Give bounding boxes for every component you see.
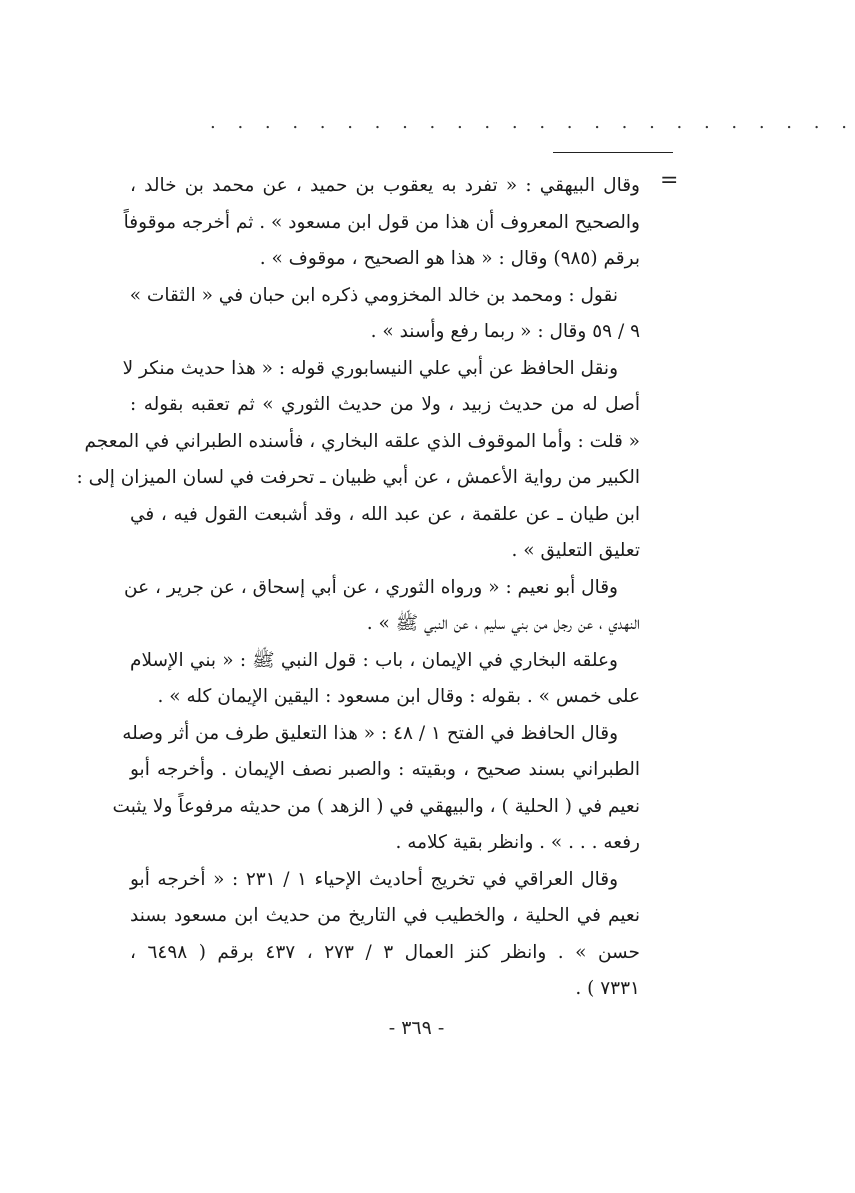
text-line: نعيم في ( الحلية ) ، والبيهقي في ( الزهد ) من حديثه مرفوعاً ولا يثبت xyxy=(112,795,640,817)
text-line: وعلقه البخاري في الإيمان ، باب : قول النبي ﷺ : « بني الإسلام xyxy=(130,649,618,671)
text-line: برقم (٩٨٥) وقال : « هذا هو الصحيح ، موقوف » . xyxy=(259,248,640,269)
text-line: على خمس » . بقوله : وقال ابن مسعود : اليقين الإيمان كله » . xyxy=(157,686,640,707)
text-line: وقال أبو نعيم : « ورواه الثوري ، عن أبي إسحاق ، عن جرير ، عن xyxy=(124,576,618,598)
text-line: تعليق التعليق » . xyxy=(511,540,640,561)
text-line: رفعه . . . » . وانظر بقية كلامه . xyxy=(395,832,640,853)
text-line: ٧٣٣١ ) . xyxy=(575,978,640,999)
text-line: ٩ / ٥٩ وقال : « ربما رفع وأسند » . xyxy=(370,321,640,342)
text-line: حسن » . وانظر كنز العمال ٣ / ٢٧٣ ، ٤٣٧ برقم ( ٦٤٩٨ ، xyxy=(130,941,640,963)
footnote-continuation-mark: = xyxy=(660,168,679,193)
text-line: وقال العراقي في تخريج أحاديث الإحياء ١ / ٢٣١ : « أخرجه أبو xyxy=(130,868,618,890)
text-line: نعيم في الحلية ، والخطيب في التاريخ من حديث ابن مسعود بسند xyxy=(130,905,640,926)
text-line: ونقل الحافظ عن أبي علي النيسابوري قوله : « هذا حديث منكر لا xyxy=(122,357,618,379)
text-line: ابن طيان ـ عن علقمة ، عن عبد الله ، وقد أشبعت القول فيه ، في xyxy=(130,503,640,525)
text-line: نقول : ومحمد بن خالد المخزومي ذكره ابن حبان في « الثقات » xyxy=(129,284,618,306)
text-line: وقال البيهقي : « تفرد به يعقوب بن حميد ، عن محمد بن خالد ، xyxy=(130,175,640,196)
text-line: الكبير من رواية الأعمش ، عن أبي ظبيان ـ تحرفت في لسان الميزان إلى : xyxy=(76,467,640,488)
header-dotted-rule: . . . . . . . . . . . . . . . . . . . . . . . . xyxy=(210,112,855,133)
text-line: « قلت : وأما الموقوف الذي علقه البخاري ، فأسنده الطبراني في المعجم xyxy=(84,430,640,452)
text-line: أصل له من حديث زبيد ، ولا من حديث الثوري » ثم تعقبه بقوله : xyxy=(130,394,640,415)
text-line: وقال الحافظ في الفتح ١ / ٤٨ : « هذا التعليق طرف من أثر وصله xyxy=(122,722,618,744)
text-line: النهدي ، عن رجل من بني سليم ، عن النبي ﷺ » . xyxy=(366,613,640,634)
page-number: - ٣٦٩ - xyxy=(388,1017,445,1039)
footnote-separator xyxy=(553,152,673,153)
footnote-text-block xyxy=(76,168,640,1008)
text-line: الطبراني بسند صحيح ، وبقيته : والصبر نصف الإيمان . وأخرجه أبو xyxy=(130,759,640,780)
text-line: والصحيح المعروف أن هذا من قول ابن مسعود » . ثم أخرجه موقوفاً xyxy=(123,211,640,233)
